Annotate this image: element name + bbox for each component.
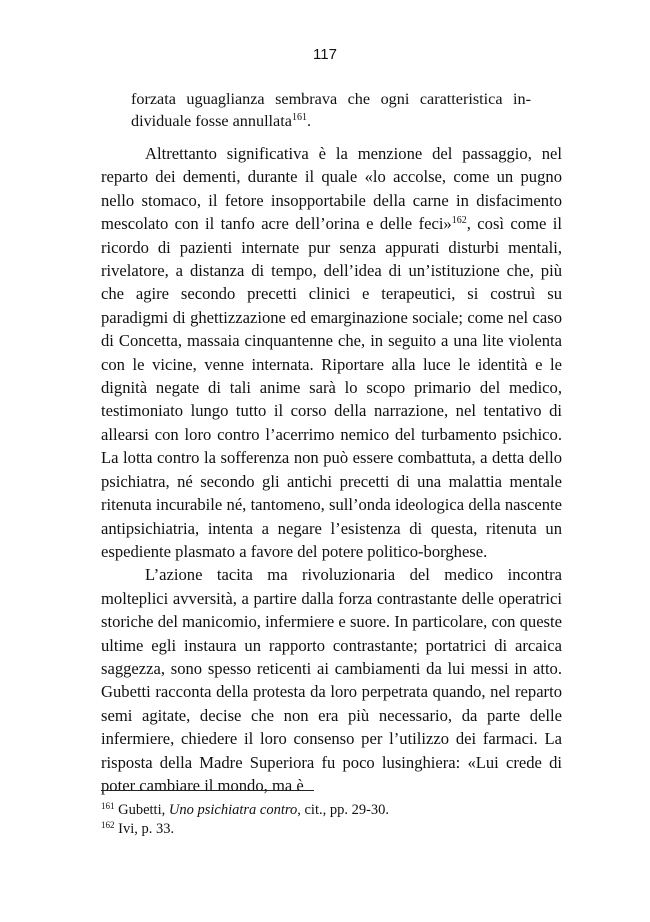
quote-end: . — [306, 112, 311, 130]
page-number: 117 — [313, 46, 337, 63]
footnote-text: , cit., pp. 29-30. — [297, 802, 390, 818]
footnote-number: 161 — [101, 801, 115, 811]
paragraph-text: Altrettanto significativa è la menzione del passaggio, nel reparto dei dementi, durante il quale «lo accolse, come un pugno nello stomaco, il fetore insopportabile della carne in disfacimento mescolato con il tanfo acre dell’orina e delle feci» — [101, 144, 562, 234]
paragraph — [101, 142, 562, 563]
footnote-text: Ivi, p. 33. — [118, 821, 175, 837]
footnote-title: Uno psichiatra contro — [168, 802, 298, 818]
footnote-ref-162: 162 — [451, 215, 467, 227]
footnote-text: Gubetti, — [118, 802, 169, 818]
footnote-161 — [101, 801, 562, 820]
paragraph-text: , così come il ricordo di pazienti internate pur senza appurati disturbi mentali, rivelatore, a distanza di tempo, dell’idea di un’istituzione che, più che agire secondo precetti clinici e terapeutici, si costruì su paradigmi di ghettizzazione ed emarginazione sociale; come nel caso di Concetta, massaia cinquantenne che, in seguito a una lite violenta con le vicine, venne internata. Riportare alla luce le identità e le dignità negate di tali anime sarà lo scopo primario del medico, testimoniato lungo tutto il corso della narrazione, nel tentativo di allearsi con loro contro l’acerrimo nemico del turbamento psichico. La lotta contro la sofferenza non può essere combattuta, a detta dello psichiatra, né secondo gli antichi precetti di una malattia mentale ritenuta incurabile né, tantomeno, sull’onda ideologica della nascente antipsichiatria, intenta a negare l’esistenza di questa, ritenuta un espediente plasmato a favore del potere politico-borghese. — [101, 214, 562, 561]
quoted-passage — [131, 88, 531, 132]
paragraph-text: L’azione tacita ma rivoluzionaria del medico incontra molteplici avversità, a partire dalla forza contrastante delle operatrici storiche del manicomio, infermiere e suore. In particolare, con queste ultime egli instaura un rapporto contrastante; portatrici di arcaica saggezza, sono spesso reticenti ai cambiamenti da lui messi in atto. Gubetti racconta della protesta da loro perpetrata quando, nel reparto semi agitate, decise che non era più necessario, da parte delle infermiere, chiedere il loro consenso per l’utilizzo dei farmaci. La risposta della Madre Superiora fu poco lusinghiera: «Lui crede di poter cambiare il mondo, ma è — [101, 565, 562, 795]
footnote-162 — [101, 820, 562, 839]
footnotes — [101, 801, 562, 839]
paragraph — [101, 563, 562, 797]
footnote-separator — [101, 790, 314, 791]
quote-text: forzata uguaglianza sembrava che ogni caratteristica individuale fosse annullata — [131, 90, 531, 130]
footnote-ref-161: 161 — [291, 112, 307, 123]
footnote-number: 162 — [101, 820, 115, 830]
body-text — [101, 142, 562, 797]
